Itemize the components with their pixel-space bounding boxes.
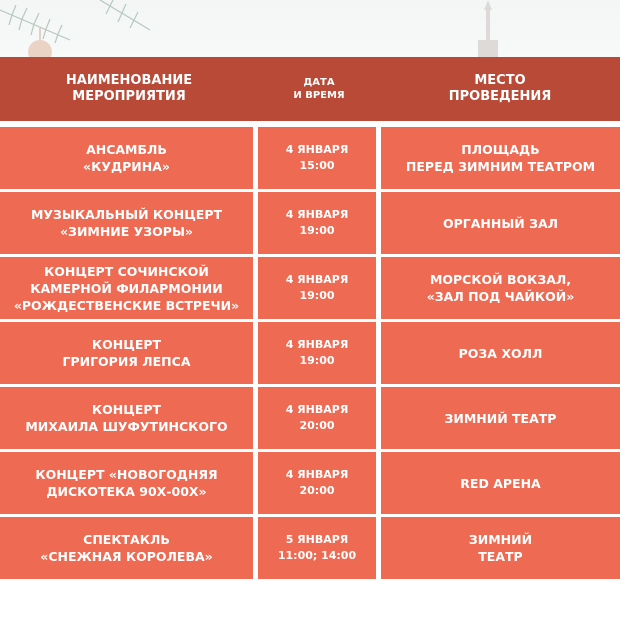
event-name: КОНЦЕРТ «НОВОГОДНЯЯ ДИСКОТЕКА 90Х-00Х» [0,452,253,514]
event-date: 4 ЯНВАРЯ 20:00 [258,452,376,514]
table-row [0,127,620,189]
table-row [0,322,620,384]
table-row [0,517,620,579]
table-row [0,387,620,449]
event-name: МУЗЫКАЛЬНЫЙ КОНЦЕРТ «ЗИМНИЕ УЗОРЫ» [0,192,253,254]
event-venue: РОЗА ХОЛЛ [381,322,620,384]
table-header [0,57,620,121]
event-date: 5 ЯНВАРЯ 11:00; 14:00 [258,517,376,579]
event-date: 4 ЯНВАРЯ 19:00 [258,322,376,384]
event-venue: ЗИМНИЙ ТЕАТР [381,517,620,579]
header-event-name: НАИМЕНОВАНИЕ МЕРОПРИЯТИЯ [65,73,193,104]
table-row [0,257,620,319]
event-venue: ЗИМНИЙ ТЕАТР [381,387,620,449]
event-date: 4 ЯНВАРЯ 15:00 [258,127,376,189]
event-name: СПЕКТАКЛЬ «СНЕЖНАЯ КОРОЛЕВА» [0,517,253,579]
event-venue: МОРСКОЙ ВОКЗАЛ, «ЗАЛ ПОД ЧАЙКОЙ» [381,257,620,319]
event-date: 4 ЯНВАРЯ 19:00 [258,192,376,254]
event-date: 4 ЯНВАРЯ 20:00 [258,387,376,449]
event-name: АНСАМБЛЬ «КУДРИНА» [0,127,253,189]
event-date: 4 ЯНВАРЯ 19:00 [258,257,376,319]
header-venue: МЕСТО ПРОВЕДЕНИЯ [448,73,552,104]
event-venue: ОРГАННЫЙ ЗАЛ [381,192,620,254]
event-name: КОНЦЕРТ ГРИГОРИЯ ЛЕПСА [0,322,253,384]
event-name: КОНЦЕРТ МИХАИЛА ШУФУТИНСКОГО [0,387,253,449]
event-name: КОНЦЕРТ СОЧИНСКОЙ КАМЕРНОЙ ФИЛАРМОНИИ «РОЖДЕСТВЕНСКИЕ ВСТРЕЧИ» [0,257,253,319]
event-venue: ПЛОЩАДЬ ПЕРЕД ЗИМНИМ ТЕАТРОМ [381,127,620,189]
table-row [0,192,620,254]
table-row [0,452,620,514]
events-table [0,127,620,582]
event-venue: RED АРЕНА [381,452,620,514]
header-date-time: ДАТА И ВРЕМЯ [293,77,345,101]
